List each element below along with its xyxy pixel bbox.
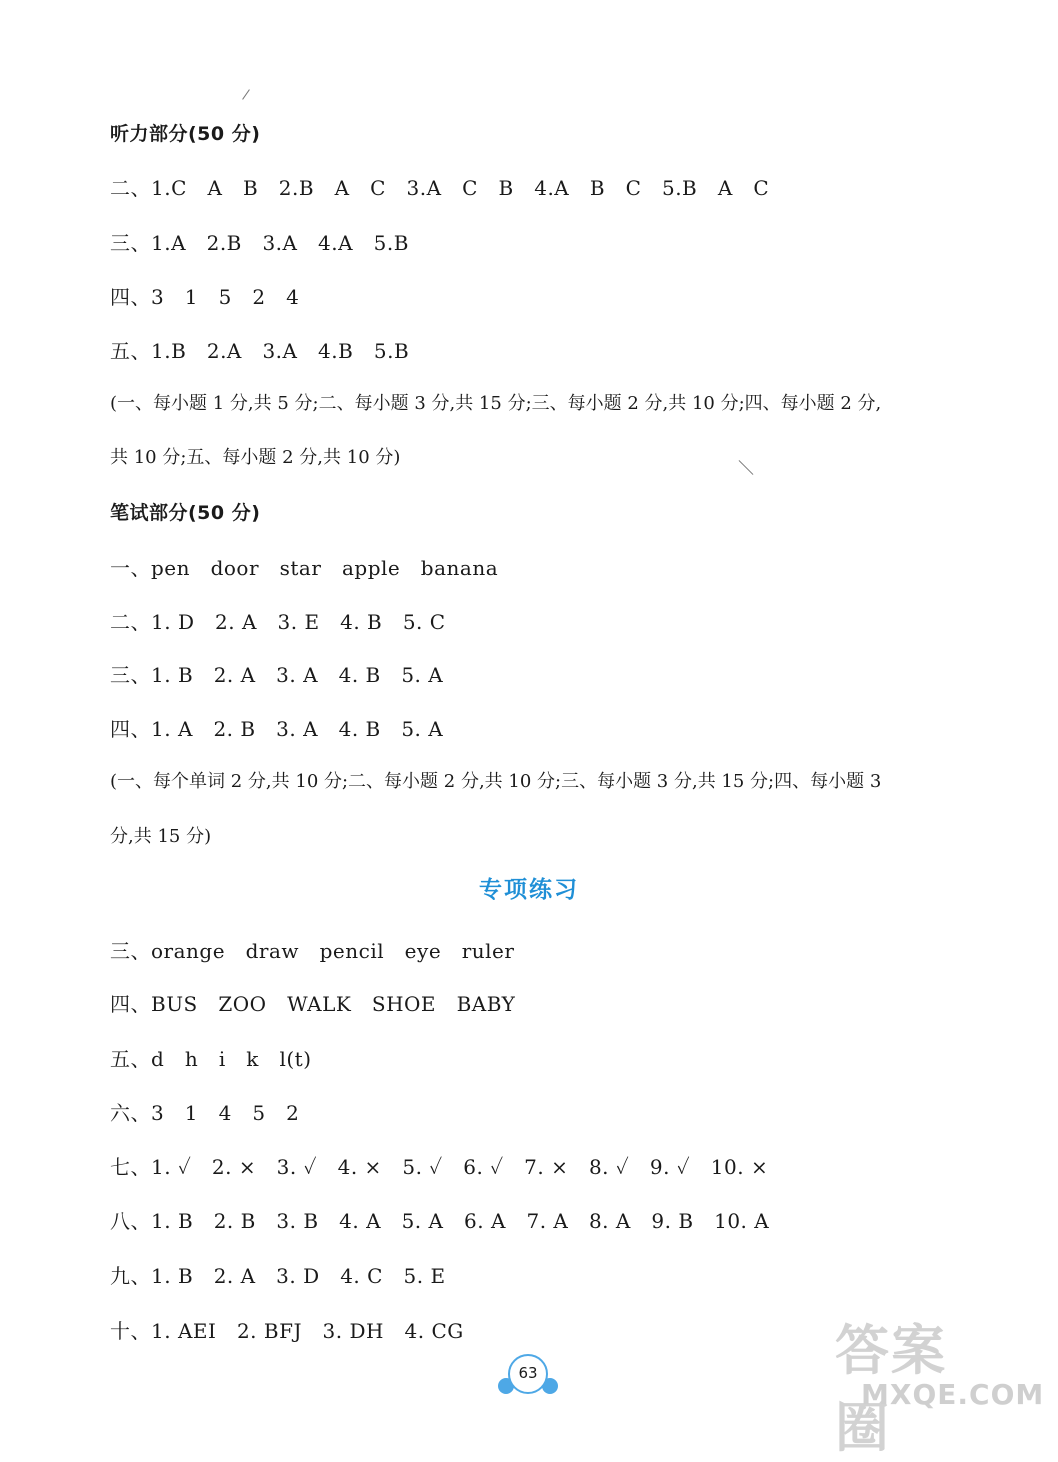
answer-line: 三、orange draw pencil eye ruler	[110, 939, 515, 963]
score-note: (一、每个单词 2 分,共 10 分;二、每小题 2 分,共 10 分;三、每小题 3 分,共 15 分;四、每小题 3	[110, 771, 882, 792]
answer-line: 十、1. AEI 2. BFJ 3. DH 4. CG	[110, 1319, 464, 1343]
page-number: 63	[518, 1364, 538, 1382]
answer-line: 七、1. ✓ 2. × 3. ✓ 4. × 5. ✓ 6. ✓ 7. × 8. ✓ 9. ✓ 10. ×	[110, 1155, 769, 1179]
watermark	[825, 1308, 1045, 1459]
score-note: 分,共 15 分)	[110, 826, 212, 847]
score-note: (一、每小题 1 分,共 5 分;二、每小题 3 分,共 15 分;三、每小题 2 分,共 10 分;四、每小题 2 分,	[110, 393, 882, 414]
answer-line: 四、BUS ZOO WALK SHOE BABY	[110, 992, 516, 1016]
scan-mark	[242, 89, 250, 99]
score-note: 共 10 分;五、每小题 2 分,共 10 分)	[110, 447, 401, 468]
answer-line: 二、1. D 2. A 3. E 4. B 5. C	[110, 610, 446, 634]
answer-line: 四、1. A 2. B 3. A 4. B 5. A	[110, 717, 444, 741]
answer-line: 九、1. B 2. A 3. D 4. C 5. E	[110, 1264, 446, 1288]
answer-line: 五、d h i k l(t)	[110, 1047, 312, 1071]
answer-line: 六、3 1 4 5 2	[110, 1101, 300, 1125]
answer-line: 五、1.B 2.A 3.A 4.B 5.B	[110, 339, 410, 363]
answer-line: 二、1.C A B 2.B A C 3.A C B 4.A B C 5.B A C	[110, 176, 770, 200]
answer-line: 八、1. B 2. B 3. B 4. A 5. A 6. A 7. A 8. A 9. B 10. A	[110, 1209, 770, 1233]
answer-line: 三、1. B 2. A 3. A 4. B 5. A	[110, 663, 444, 687]
watermark-logo-text: 答案圈	[835, 1319, 947, 1459]
page-number-badge	[508, 1358, 548, 1398]
answer-line: 三、1.A 2.B 3.A 4.A 5.B	[110, 231, 409, 255]
writing-header: 笔试部分(50 分)	[110, 502, 261, 524]
listening-header: 听力部分(50 分)	[110, 123, 261, 145]
watermark-url: MXQE.COM	[861, 1378, 1045, 1411]
scan-mark	[739, 460, 754, 475]
answer-line: 一、pen door star apple banana	[110, 556, 499, 580]
section-title: 专项练习	[479, 877, 579, 903]
answer-line: 四、3 1 5 2 4	[110, 285, 300, 309]
